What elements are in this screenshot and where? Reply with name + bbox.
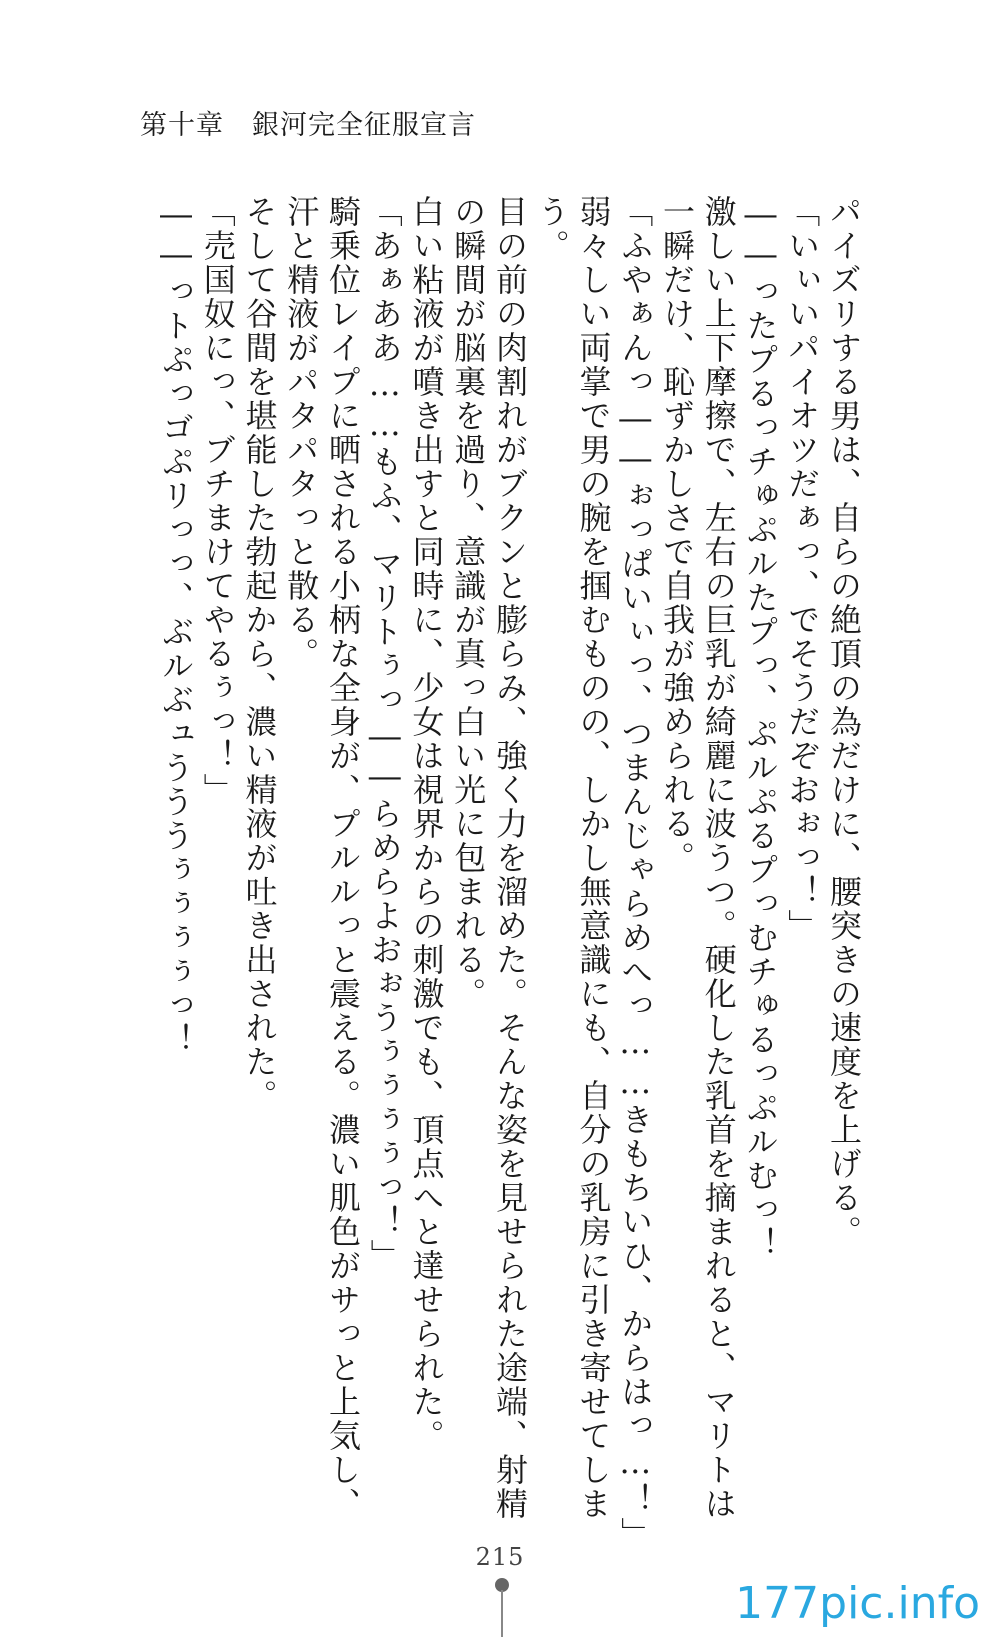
body-text (157, 195, 863, 1551)
text-line: ――ったプるっチゅぷルたプっ、ぷルぷるプっむチゅるっぷルむっ！ (741, 195, 780, 1261)
text-line: そして谷間を堪能した勃起から、濃い精液が吐き出された。 (240, 195, 279, 1113)
text-line: 「いぃいパイオツだぁっ、でそうだぞおぉっ！」 (783, 195, 822, 943)
text-line: 目の前の肉割れがブクンと膨らみ、強く力を溜めた。そんな姿を見せられた途端、射精 (491, 195, 529, 1521)
text-line: ――っトぷっゴぷリっっ、ぶルぶュうううぅぅぅぅっ！ (157, 195, 195, 1057)
text-line: 「あぁああ……もふ、マリトぅっ――らめらよおぉうぅぅぅぅっ！」 (365, 195, 404, 1273)
text-line: 汗と精液がパタパタっと散る。 (282, 195, 321, 671)
text-line: 白い粘液が噴き出すと同時に、少女は視界からの刺激でも、頂点へと達せられた。 (407, 195, 446, 1453)
text-line: パイズリする男は、自らの絶頂の為だけに、腰突きの速度を上げる。 (825, 195, 863, 1249)
text-line: 弱々しい両掌で男の腕を掴むものの、しかし無意識にも、自分の乳房に引き寄せてしま (574, 195, 613, 1521)
text-line: の瞬間が脳裏を過り、意識が真っ白い光に包まれる。 (449, 195, 488, 1011)
running-header: 第十章 銀河完全征服宣言 (140, 110, 476, 141)
text-line: 騎乗位レイプに晒される小柄な全身が、プルルっと震える。濃い肌色がサっと上気し、 (324, 195, 362, 1521)
text-line: 激しい上下摩擦で、左右の巨乳が綺麗に波うつ。硬化した乳首を摘まれると、マリトは (699, 195, 738, 1521)
text-line: 一瞬だけ、恥ずかしさで自我が強められる。 (658, 195, 696, 875)
text-line: う。 (532, 195, 571, 263)
page-number: 215 (475, 1543, 525, 1571)
text-line: 「ふやぁんっ――ぉっぱいぃっ、つまんじゃらめへっ……きもちいひ、からはっ…！」 (616, 195, 655, 1551)
watermark: 177pic.info (735, 1578, 980, 1629)
page-marker-line (501, 1590, 503, 1637)
text-line: 「売国奴にっ、ブチまけてやるぅっ！」 (198, 195, 237, 807)
